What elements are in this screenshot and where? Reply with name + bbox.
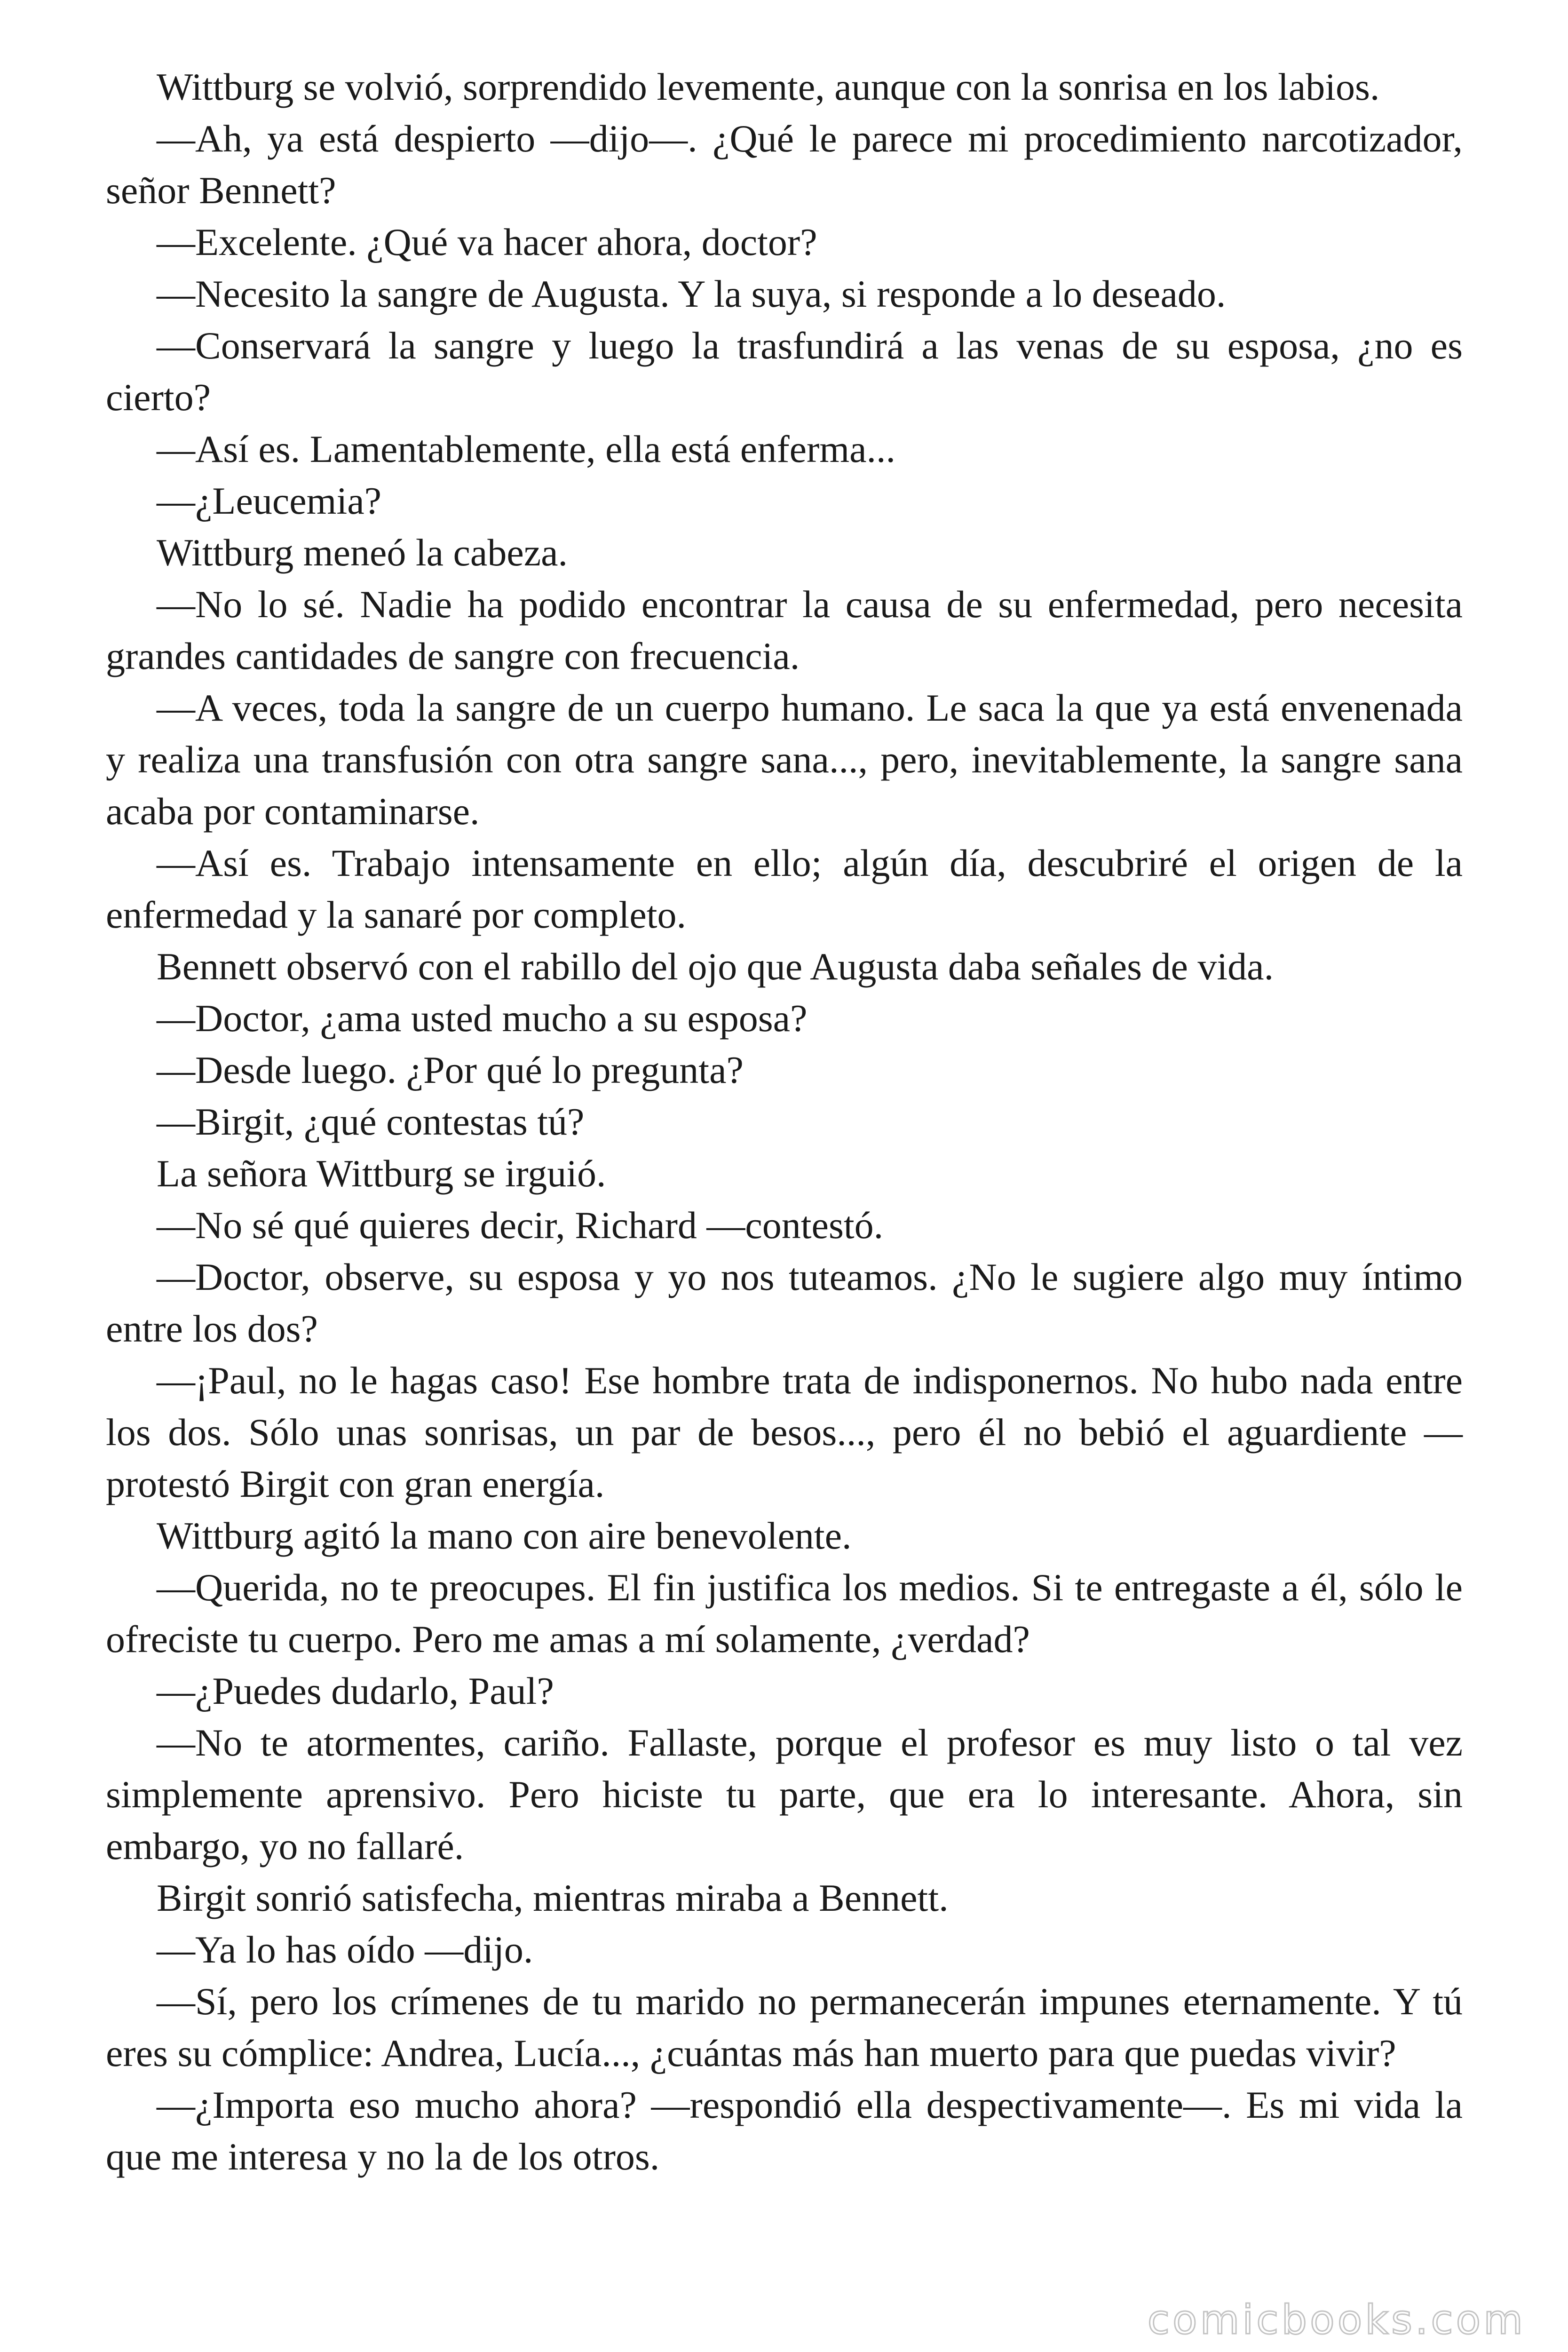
paragraph: —Doctor, observe, su esposa y yo nos tuteamos. ¿No le sugiere algo muy íntimo entre los dos? — [106, 1255, 1463, 1350]
paragraph: —A veces, toda la sangre de un cuerpo humano. Le saca la que ya está envenenada y realiza una transfusión con otra sangre sana..., pero, inevitablemente, la sangre sana acaba por contaminarse. — [106, 686, 1463, 833]
paragraph: Wittburg agitó la mano con aire benevolente. — [157, 1514, 852, 1557]
paragraph: —Ya lo has oído —dijo. — [157, 1928, 533, 1971]
paragraph: La señora Wittburg se irguió. — [157, 1152, 606, 1195]
paragraph: —¿Leucemia? — [157, 479, 382, 522]
paragraph: —¿Importa eso mucho ahora? —respondió ella despectivamente—. Es mi vida la que me interesa y no la de los otros. — [106, 2083, 1463, 2178]
paragraph: —Querida, no te preocupes. El fin justifica los medios. Si te entregaste a él, sólo le ofreciste tu cuerpo. Pero me amas a mí solamente, ¿verdad? — [106, 1566, 1463, 1661]
paragraph: —Sí, pero los crímenes de tu marido no permanecerán impunes eternamente. Y tú eres su cómplice: Andrea, Lucía..., ¿cuántas más han muerto para que puedas vivir? — [106, 1980, 1463, 2074]
paragraph: —Ah, ya está despierto —dijo—. ¿Qué le parece mi procedimiento narcotizador, señor Bennett? — [106, 117, 1463, 212]
paragraph: Wittburg meneó la cabeza. — [157, 531, 568, 574]
paragraph: —Así es. Trabajo intensamente en ello; algún día, descubriré el origen de la enfermedad y la sanaré por completo. — [106, 842, 1463, 936]
paragraph: Wittburg se volvió, sorprendido levemente, aunque con la sonrisa en los labios. — [157, 65, 1380, 108]
paragraph: —Necesito la sangre de Augusta. Y la suya, si responde a lo deseado. — [157, 272, 1226, 315]
paragraph: —No lo sé. Nadie ha podido encontrar la causa de su enfermedad, pero necesita grandes cantidades de sangre con frecuencia. — [106, 583, 1463, 677]
paragraph: —Doctor, ¿ama usted mucho a su esposa? — [157, 997, 808, 1040]
paragraph: —Birgit, ¿qué contestas tú? — [157, 1100, 585, 1143]
paragraph: Birgit sonrió satisfecha, mientras miraba a Bennett. — [157, 1876, 949, 1919]
watermark-logo: comicbooks.com — [1147, 2296, 1526, 2344]
paragraph: —No sé qué quieres decir, Richard —contestó. — [157, 1204, 884, 1247]
page-text — [106, 61, 1463, 2183]
paragraph: —Desde luego. ¿Por qué lo pregunta? — [157, 1049, 744, 1091]
paragraph: —Así es. Lamentablemente, ella está enferma... — [157, 428, 896, 470]
paragraph: —No te atormentes, cariño. Fallaste, porque el profesor es muy listo o tal vez simplemente aprensivo. Pero hiciste tu parte, que era lo interesante. Ahora, sin embargo, yo no fallaré. — [106, 1721, 1463, 1867]
paragraph: —¿Puedes dudarlo, Paul? — [157, 1669, 554, 1712]
paragraph: —¡Paul, no le hagas caso! Ese hombre trata de indisponernos. No hubo nada entre los dos. Sólo unas sonrisas, un par de besos..., pero él no bebió el aguardiente —protestó Birgit con gran energía. — [106, 1359, 1463, 1505]
paragraph: —Conservará la sangre y luego la trasfundirá a las venas de su esposa, ¿no es cierto? — [106, 324, 1463, 419]
paragraph: —Excelente. ¿Qué va hacer ahora, doctor? — [157, 221, 817, 263]
paragraph: Bennett observó con el rabillo del ojo que Augusta daba señales de vida. — [157, 945, 1274, 988]
